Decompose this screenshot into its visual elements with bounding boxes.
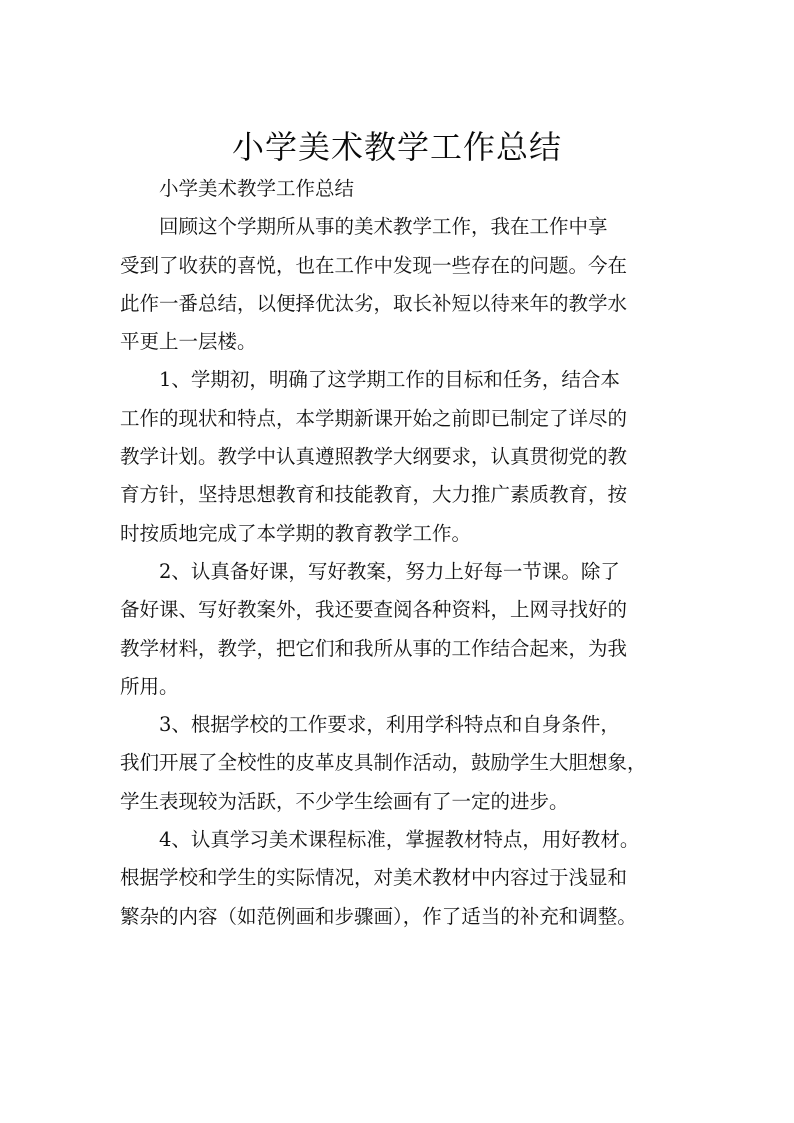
paragraph-line: 4、认真学习美术课程标准，掌握教材特点，用好教材。	[159, 828, 640, 852]
paragraph-line: 2、认真备好课，写好教案，努力上好每一节课。除了	[159, 559, 620, 583]
paragraph-line: 回顾这个学期所从事的美术教学工作，我在工作中享	[159, 215, 608, 239]
paragraph-line: 时按质地完成了本学期的教育教学工作。	[120, 521, 472, 545]
paragraph-line: 所用。	[120, 674, 179, 698]
paragraph-line: 工作的现状和特点，本学期新课开始之前即已制定了详尽的	[120, 406, 628, 430]
subtitle-paragraph	[120, 170, 680, 208]
paragraph-4	[120, 706, 680, 821]
paragraph-line: 我们开展了全校性的皮革皮具制作活动，鼓励学生大胆想象，	[120, 751, 647, 775]
paragraph-line: 教学计划。教学中认真遵照教学大纲要求，认真贯彻党的教	[120, 445, 628, 469]
paragraph-line: 备好课、写好教案外，我还要查阅各种资料，上网寻找好的	[120, 598, 628, 622]
paragraph-1	[120, 208, 680, 361]
paragraph-line: 根据学校和学生的实际情况，对美术教材中内容过于浅显和	[120, 866, 628, 890]
paragraph-line: 育方针，坚持思想教育和技能教育，大力推广素质教育，按	[120, 483, 628, 507]
document-body	[120, 170, 680, 936]
paragraph-line: 3、根据学校的工作要求，利用学科特点和自身条件，	[159, 713, 620, 737]
paragraph-line: 此作一番总结，以便择优汰劣，取长补短以待来年的教学水	[120, 291, 628, 315]
subtitle-line: 小学美术教学工作总结	[159, 177, 355, 200]
paragraph-3	[120, 553, 680, 706]
paragraph-line: 受到了收获的喜悦，也在工作中发现一些存在的问题。今在	[120, 253, 628, 277]
paragraph-line: 教学材料，教学，把它们和我所从事的工作结合起来，为我	[120, 636, 628, 660]
page-title: 小学美术教学工作总结	[231, 128, 562, 167]
paragraph-line: 1、学期初，明确了这学期工作的目标和任务，结合本	[159, 368, 620, 392]
paragraph-line: 繁杂的内容（如范例画和步骤画），作了适当的补充和调整。	[120, 904, 637, 928]
paragraph-5	[120, 821, 680, 936]
paragraph-line: 学生表现较为活跃，不少学生绘画有了一定的进步。	[120, 789, 569, 813]
paragraph-line: 平更上一层楼。	[120, 330, 257, 354]
paragraph-2	[120, 361, 680, 552]
